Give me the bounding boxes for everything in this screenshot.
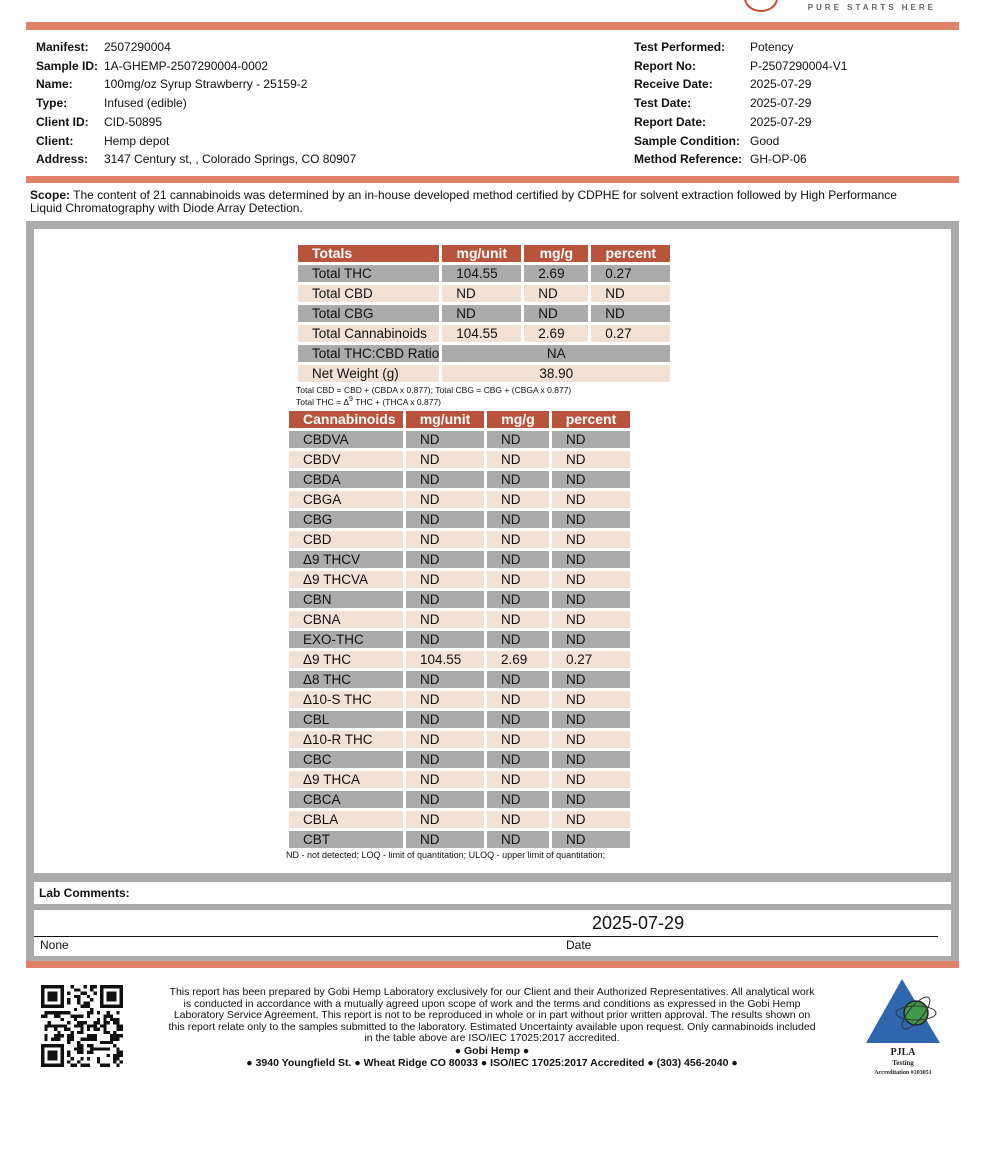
- column-header: Totals: [298, 245, 439, 262]
- row-value: ND: [487, 571, 549, 588]
- row-value: 104.55: [442, 265, 521, 282]
- row-value: ND: [406, 791, 484, 808]
- table-row: [298, 325, 670, 342]
- info-value: 100mg/oz Syrup Strawberry - 25159-2: [104, 77, 308, 92]
- row-value: 0.27: [591, 265, 670, 282]
- row-value: ND: [552, 771, 630, 788]
- column-header: mg/unit: [442, 245, 521, 262]
- scope-label: Scope:: [30, 188, 71, 202]
- column-header: mg/g: [487, 411, 549, 428]
- table-row: [289, 511, 630, 528]
- row-label: CBG: [289, 511, 403, 528]
- info-value: 1A-GHEMP-2507290004-0002: [104, 58, 269, 73]
- info-label: Type:: [36, 96, 68, 111]
- table-row: [298, 265, 670, 282]
- scope-text: [30, 189, 930, 215]
- row-value: 104.55: [406, 651, 484, 668]
- info-row: [634, 38, 847, 57]
- date-label: Date: [566, 938, 592, 952]
- row-value: ND: [552, 751, 630, 768]
- row-value: ND: [552, 471, 630, 488]
- row-value: ND: [406, 631, 484, 648]
- info-value: 2025-07-29: [750, 96, 812, 111]
- header-divider: [26, 22, 959, 30]
- lab-comments-label: Lab Comments:: [39, 886, 130, 900]
- table-row: [289, 831, 630, 848]
- pjla-testing: Testing: [892, 1059, 914, 1067]
- info-value: GH-OP-06: [750, 152, 807, 167]
- row-value: ND: [487, 591, 549, 608]
- row-value: 0.27: [552, 651, 630, 668]
- info-row: [634, 150, 847, 169]
- row-value: ND: [406, 611, 484, 628]
- row-value: ND: [552, 571, 630, 588]
- ratio-row: [298, 345, 670, 362]
- row-value: ND: [552, 711, 630, 728]
- scope-body: The content of 21 cannabinoids was determined by an in-house developed method certified by CDPHE for solvent extraction followed by High Performance Liquid Chromatography with Diode Array Detection.: [30, 188, 897, 215]
- formula-line-2: Total THC = $\Delta^9$ THC + (THCA x 0.877): [296, 396, 441, 407]
- row-value: ND: [406, 571, 484, 588]
- row-value: ND: [552, 431, 630, 448]
- table-row: [289, 491, 630, 508]
- row-value: ND: [552, 451, 630, 468]
- info-label: Test Date:: [634, 96, 692, 111]
- row-label: Δ9 THCA: [289, 771, 403, 788]
- row-label: CBL: [289, 711, 403, 728]
- table-row: [298, 305, 670, 322]
- row-value: ND: [524, 285, 588, 302]
- table-row: [298, 285, 670, 302]
- info-label: Name:: [36, 77, 73, 92]
- info-row: [36, 113, 356, 132]
- row-label: Total Cannabinoids: [298, 325, 439, 342]
- lab-logo-icon: [744, 0, 778, 12]
- row-value: ND: [552, 811, 630, 828]
- row-label: Net Weight (g): [298, 365, 439, 382]
- nd-footnote: ND - not detected; LOQ - limit of quantitation; ULOQ - upper limit of quantitation;: [286, 850, 606, 860]
- row-value: ND: [552, 591, 630, 608]
- table-row: [289, 591, 630, 608]
- table-row: [289, 791, 630, 808]
- info-value: 2025-07-29: [750, 114, 812, 129]
- table-row: [289, 731, 630, 748]
- row-value: ND: [487, 631, 549, 648]
- table-row: [289, 431, 630, 448]
- totals-formula: [296, 385, 571, 407]
- column-header: mg/g: [524, 245, 588, 262]
- row-value: ND: [552, 631, 630, 648]
- info-row: [634, 75, 847, 94]
- row-value: 2.69: [524, 265, 588, 282]
- row-value: ND: [487, 491, 549, 508]
- footer-disclaimer: This report has been prepared by Gobi Hemp Laboratory exclusively for our Client and their Authorized Representatives. All analytical work is conducted in accordance with a mutually agreed upon scope of work and the terms and conditions as expressed in the Gobi Hemp Laboratory Service Agreement. This report is not to be reproduced in whole or in part without prior written approval. The results shown on this report relate only to the samples submitted to the laboratory. Estimated Uncertainty available upon request. Only cannabinoids included in the table above are ISO/IEC 17025:2017 accredited.: [168, 986, 816, 1045]
- info-value: Good: [750, 133, 780, 148]
- footer-text: [168, 987, 816, 1069]
- info-row: [36, 38, 356, 57]
- table-row: [289, 531, 630, 548]
- row-value: ND: [406, 551, 484, 568]
- row-label: CBNA: [289, 611, 403, 628]
- row-value: ND: [487, 471, 549, 488]
- signature-date: 2025-07-29: [592, 913, 685, 933]
- row-value: ND: [487, 691, 549, 708]
- row-value: ND: [487, 791, 549, 808]
- table-row: [289, 451, 630, 468]
- info-row: [634, 132, 847, 151]
- table-row: [289, 771, 630, 788]
- qr-code-icon[interactable]: [41, 985, 123, 1067]
- table-row: [289, 691, 630, 708]
- table-row: [289, 811, 630, 828]
- info-row: [36, 150, 356, 169]
- row-value: ND: [487, 431, 549, 448]
- sample-info: [36, 38, 356, 169]
- signer-name: None: [40, 938, 69, 952]
- row-label: CBN: [289, 591, 403, 608]
- row-label: CBLA: [289, 811, 403, 828]
- pjla-accreditation-badge: [860, 975, 946, 1085]
- column-header: percent: [552, 411, 630, 428]
- row-label: Δ10-R THC: [289, 731, 403, 748]
- row-value: ND: [406, 771, 484, 788]
- row-value: ND: [487, 671, 549, 688]
- row-label: CBC: [289, 751, 403, 768]
- row-value: ND: [406, 731, 484, 748]
- info-label: Report No:: [634, 58, 696, 73]
- row-label: Total CBD: [298, 285, 439, 302]
- row-value: 0.27: [591, 325, 670, 342]
- row-label: Δ10-S THC: [289, 691, 403, 708]
- row-label: Total THC: [298, 265, 439, 282]
- row-label: CBDA: [289, 471, 403, 488]
- formula-line-1: Total CBD = CBD + (CBDA x 0.877); Total CBG = CBG + (CBGA x 0.877): [296, 385, 572, 395]
- row-label: CBD: [289, 531, 403, 548]
- row-value: ND: [487, 611, 549, 628]
- row-value: ND: [406, 431, 484, 448]
- row-label: Δ8 THC: [289, 671, 403, 688]
- row-value: ND: [552, 671, 630, 688]
- info-label: Sample ID:: [36, 58, 99, 73]
- pjla-number: Accreditation #103051: [874, 1070, 932, 1076]
- cannabinoids-table: [286, 408, 633, 851]
- totals-table: [295, 242, 673, 385]
- row-value: ND: [406, 451, 484, 468]
- info-label: Sample Condition:: [634, 133, 740, 148]
- column-header: percent: [591, 245, 670, 262]
- row-label: Total CBG: [298, 305, 439, 322]
- row-label: Δ9 THCVA: [289, 571, 403, 588]
- info-row: [36, 57, 356, 76]
- row-value: ND: [487, 751, 549, 768]
- row-value: ND: [406, 471, 484, 488]
- signature-line: [34, 936, 938, 937]
- footer-divider: [26, 961, 959, 968]
- info-label: Client ID:: [36, 114, 89, 129]
- row-label: EXO-THC: [289, 631, 403, 648]
- footer-address: ● 3940 Youngfield St. ● Wheat Ridge CO 80033 ● ISO/IEC 17025:2017 Accredited ● (303) 456-2040 ●: [246, 1056, 738, 1069]
- row-value: ND: [487, 731, 549, 748]
- row-value: ND: [406, 831, 484, 848]
- info-label: Report Date:: [634, 114, 707, 129]
- row-value: ND: [442, 305, 521, 322]
- row-value: ND: [406, 531, 484, 548]
- info-divider: [26, 176, 959, 183]
- row-value: ND: [487, 451, 549, 468]
- test-info: [634, 38, 847, 169]
- table-row: [289, 651, 630, 668]
- row-value: ND: [552, 511, 630, 528]
- row-value: 38.90: [442, 365, 670, 382]
- info-row: [36, 94, 356, 113]
- row-label: CBDV: [289, 451, 403, 468]
- row-value: ND: [591, 305, 670, 322]
- info-value: CID-50895: [104, 114, 163, 129]
- info-value: P-2507290004-V1: [750, 58, 848, 73]
- info-value: Potency: [750, 40, 794, 54]
- row-value: ND: [552, 791, 630, 808]
- info-row: [634, 94, 847, 113]
- row-value: ND: [487, 551, 549, 568]
- row-value: ND: [487, 831, 549, 848]
- row-value: ND: [406, 691, 484, 708]
- row-value: ND: [406, 671, 484, 688]
- info-value: 3147 Century st, , Colorado Springs, CO 80907: [104, 152, 357, 167]
- row-value: ND: [552, 731, 630, 748]
- row-value: ND: [487, 511, 549, 528]
- row-value: ND: [552, 831, 630, 848]
- info-label: Receive Date:: [634, 77, 713, 92]
- table-row: [289, 711, 630, 728]
- row-value: ND: [487, 711, 549, 728]
- row-label: CBCA: [289, 791, 403, 808]
- info-label: Method Reference:: [634, 152, 743, 167]
- row-value: ND: [406, 591, 484, 608]
- table-row: [289, 471, 630, 488]
- row-label: CBDVA: [289, 431, 403, 448]
- row-value: ND: [524, 305, 588, 322]
- row-value: ND: [442, 285, 521, 302]
- pjla-triangle-icon: [866, 979, 940, 1043]
- row-label: CBGA: [289, 491, 403, 508]
- row-value: 104.55: [442, 325, 521, 342]
- row-value: ND: [487, 771, 549, 788]
- signature-area: [34, 910, 951, 956]
- row-value: ND: [406, 491, 484, 508]
- row-label: CBT: [289, 831, 403, 848]
- table-row: [289, 571, 630, 588]
- info-value: Infused (edible): [104, 96, 187, 111]
- row-label: Total THC:CBD Ratio: [298, 345, 439, 362]
- row-label: Δ9 THCV: [289, 551, 403, 568]
- row-value: NA: [442, 345, 670, 362]
- info-label: Manifest:: [36, 40, 89, 54]
- row-value: ND: [406, 511, 484, 528]
- table-row: [289, 551, 630, 568]
- row-label: Δ9 THC: [289, 651, 403, 668]
- info-value: 2025-07-29: [750, 77, 812, 92]
- brand-tagline: PURE STARTS HERE: [807, 3, 936, 12]
- info-row: [36, 132, 356, 151]
- row-value: ND: [552, 491, 630, 508]
- pjla-name: PJLA: [890, 1047, 916, 1058]
- info-label: Test Performed:: [634, 40, 726, 54]
- info-row: [634, 57, 847, 76]
- table-row: [289, 631, 630, 648]
- row-value: ND: [487, 811, 549, 828]
- row-value: ND: [406, 711, 484, 728]
- row-value: ND: [552, 691, 630, 708]
- info-value: Hemp depot: [104, 133, 170, 148]
- table-row: [289, 671, 630, 688]
- row-value: ND: [406, 811, 484, 828]
- column-header: mg/unit: [406, 411, 484, 428]
- row-value: ND: [591, 285, 670, 302]
- row-value: ND: [552, 551, 630, 568]
- row-value: ND: [552, 531, 630, 548]
- lab-comments-header: [34, 882, 951, 904]
- row-value: ND: [406, 751, 484, 768]
- lab-comments-section: [26, 878, 959, 966]
- info-value: 2507290004: [104, 40, 171, 54]
- info-label: Address:: [36, 152, 89, 167]
- info-row: [36, 75, 356, 94]
- row-value: ND: [487, 531, 549, 548]
- table-row: [289, 611, 630, 628]
- table-row: [289, 751, 630, 768]
- footer-company: ● Gobi Hemp ●: [454, 1044, 530, 1057]
- info-label: Client:: [36, 133, 74, 148]
- column-header: Cannabinoids: [289, 411, 403, 428]
- info-row: [634, 113, 847, 132]
- row-value: ND: [552, 611, 630, 628]
- row-value: 2.69: [487, 651, 549, 668]
- net-weight-row: [298, 365, 670, 382]
- row-value: 2.69: [524, 325, 588, 342]
